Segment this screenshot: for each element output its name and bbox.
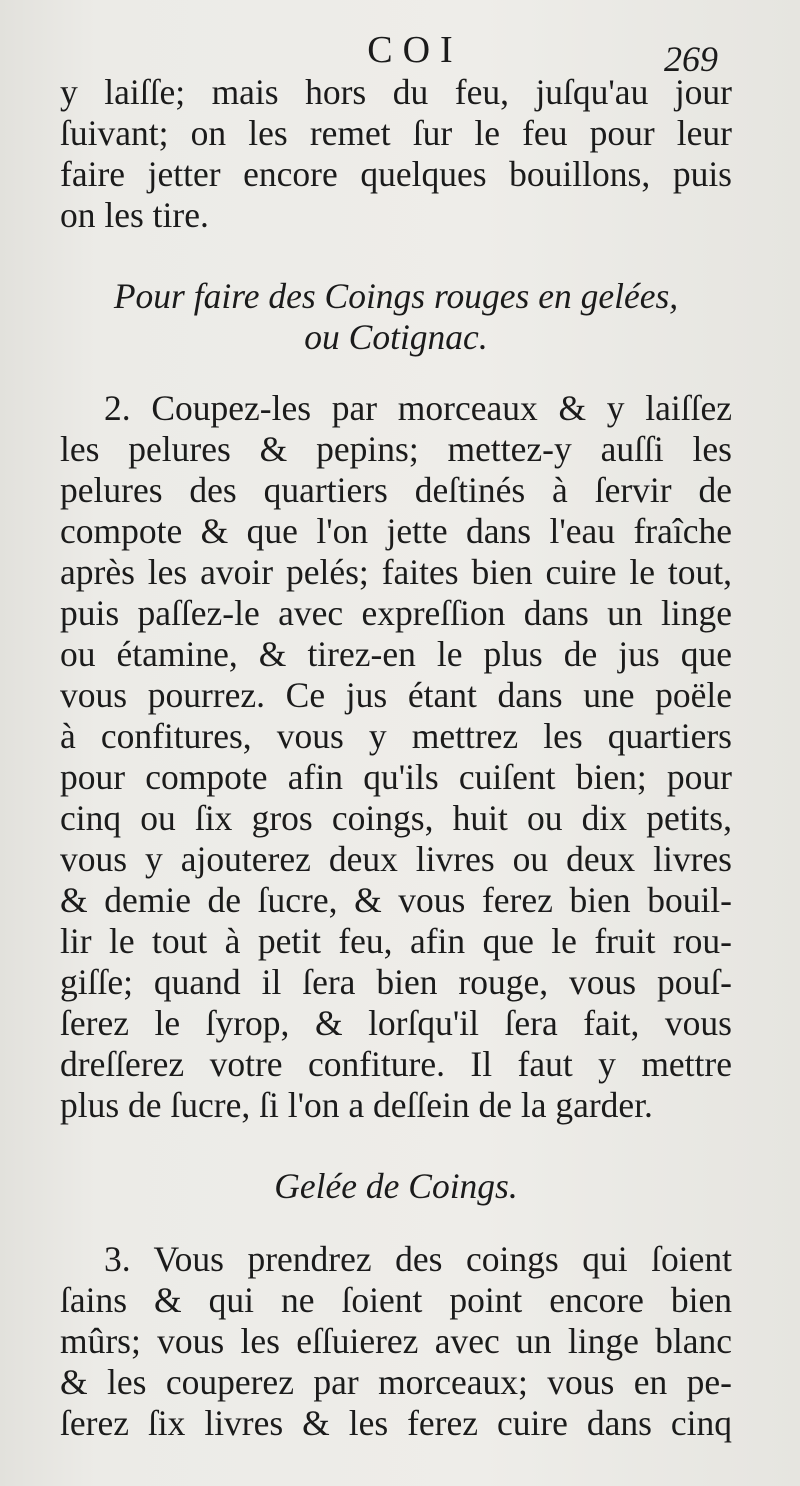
text-line: ſerez le ſyrop, & lorſqu'il ſera fait, vous <box>60 1003 732 1043</box>
text-line: puis paſſez-le avec expreſſion dans un linge <box>60 593 732 633</box>
text-line: les pelures & pepins; mettez-y auſſi les <box>60 429 732 469</box>
heading-line: ou Cotignac. <box>304 317 488 357</box>
text-line: ſerez ſix livres & les ferez cuire dans cinq <box>60 1403 732 1443</box>
text-block <box>60 72 732 1444</box>
heading-line: Pour faire des Coings rouges en gelées, <box>113 276 679 316</box>
paragraph-2 <box>60 388 732 1126</box>
text-line: on les tire. <box>60 195 209 235</box>
text-line: pour compote afin qu'ils cuiſent bien; pour <box>60 757 732 797</box>
text-line: après les avoir pelés; faites bien cuire le tout, <box>60 552 732 592</box>
text-line: faire jetter encore quelques bouillons, puis <box>60 154 732 194</box>
text-line: 2. Coupez-les par morceaux & y laiſſez <box>104 388 732 428</box>
heading-line: Gelée de Coings. <box>274 1166 518 1206</box>
text-line: mûrs; vous les eſſuierez avec un linge blanc <box>60 1321 732 1361</box>
text-line: compote & que l'on jette dans l'eau fraîche <box>60 511 732 551</box>
text-line: pelures des quartiers deſtinés à ſervir de <box>60 470 732 510</box>
section-heading-gelee <box>60 1166 732 1207</box>
text-line: ou étamine, & tirez-en le plus de jus que <box>60 634 732 674</box>
page-header <box>0 28 800 78</box>
text-line: ſuivant; on les remet ſur le feu pour leur <box>60 113 732 153</box>
text-line: plus de ſucre, ſi l'on a deſſein de la garder. <box>60 1085 653 1125</box>
text-line: vous pourrez. Ce jus étant dans une poële <box>60 675 732 715</box>
text-line: vous y ajouterez deux livres ou deux livres <box>60 839 732 879</box>
text-line: giſſe; quand il ſera bien rouge, vous pouſ- <box>60 962 732 1002</box>
text-line: cinq ou ſix gros coings, huit ou dix petits, <box>60 798 732 838</box>
paragraph-1 <box>60 72 732 236</box>
text-line: dreſſerez votre confiture. Il faut y mettre <box>60 1044 732 1084</box>
text-line: ſains & qui ne ſoient point encore bien <box>60 1280 732 1320</box>
text-line: y laiſſe; mais hors du feu, juſqu'au jour <box>60 72 732 112</box>
paragraph-3 <box>60 1239 732 1444</box>
text-line: & demie de ſucre, & vous ferez bien bouil- <box>60 880 732 920</box>
text-line: & les couperez par morceaux; vous en pe- <box>60 1362 732 1402</box>
text-line: 3. Vous prendrez des coings qui ſoient <box>104 1239 732 1279</box>
running-head: COI <box>367 29 463 71</box>
page-number: 269 <box>664 39 718 79</box>
text-line: à confitures, vous y mettrez les quartiers <box>60 716 732 756</box>
text-line: lir le tout à petit feu, afin que le fruit rou- <box>60 921 732 961</box>
section-heading-cotignac <box>60 276 732 358</box>
